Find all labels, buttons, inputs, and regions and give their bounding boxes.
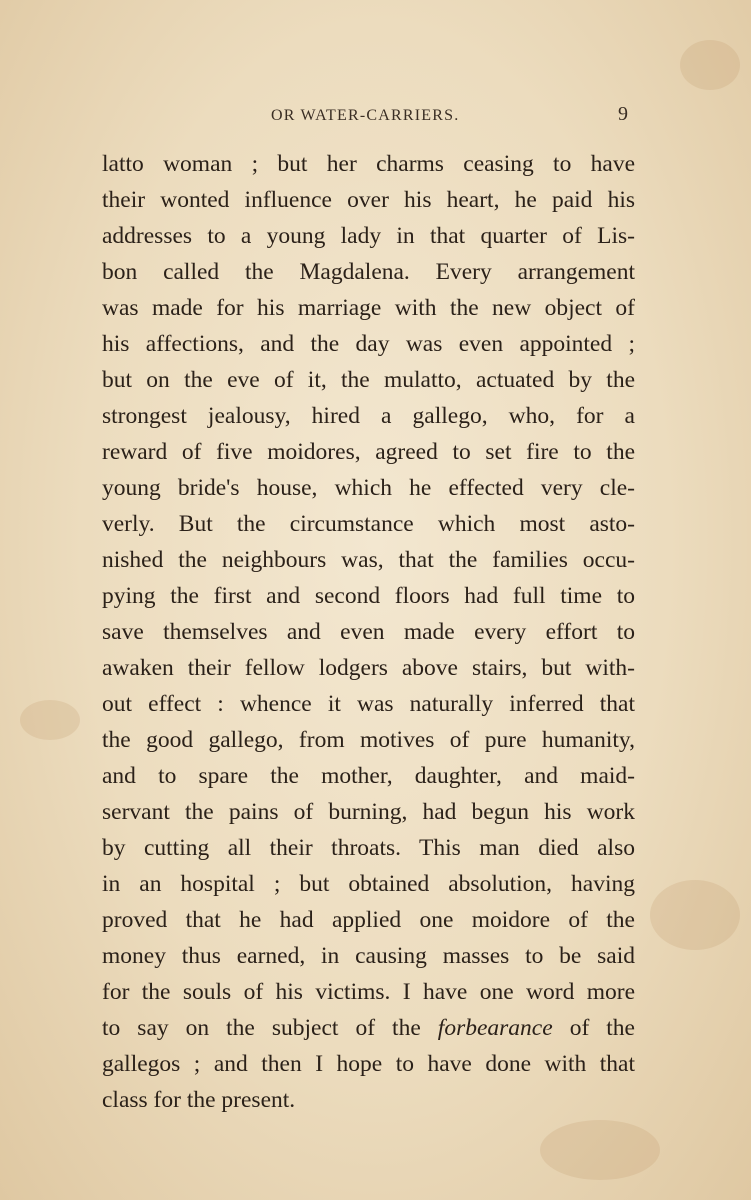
text-line: the good gallego, from motives of pure humanity, — [102, 727, 635, 753]
italic-word: forbearance — [437, 1015, 553, 1041]
text-line: proved that he had applied one moidore of the — [102, 907, 635, 933]
text-line: strongest jealousy, hired a gallego, who, for a — [102, 403, 635, 429]
foxing-stain — [20, 700, 80, 740]
text-line: by cutting all their throats. This man died also — [102, 835, 635, 861]
running-head: OR WATER-CARRIERS. — [271, 107, 460, 124]
text-segment: of the — [552, 1015, 635, 1041]
text-line: out effect : whence it was naturally inferred that — [102, 691, 635, 717]
text-line: in an hospital ; but obtained absolution, having — [102, 871, 635, 897]
text-line: reward of five moidores, agreed to set fire to the — [102, 439, 635, 465]
foxing-stain — [540, 1120, 660, 1180]
text-line: for the souls of his victims. I have one word more — [102, 979, 635, 1005]
text-line: money thus earned, in causing masses to be said — [102, 943, 635, 969]
text-line: awaken their fellow lodgers above stairs, but with- — [102, 655, 635, 681]
text-line: was made for his marriage with the new object of — [102, 295, 635, 321]
text-line-last: class for the present. — [102, 1087, 296, 1113]
foxing-stain — [650, 880, 740, 950]
text-line: gallegos ; and then I hope to have done with that — [102, 1051, 635, 1077]
text-line: addresses to a young lady in that quarter of Lis- — [102, 223, 635, 249]
text-line: save themselves and even made every effort to — [102, 619, 635, 645]
text-line: bon called the Magdalena. Every arrangement — [102, 259, 635, 285]
foxing-stain — [680, 40, 740, 90]
text-line: his affections, and the day was even appointed ; — [102, 331, 635, 357]
text-line: verly. But the circumstance which most asto- — [102, 511, 635, 537]
page-header — [0, 103, 751, 129]
body-text — [102, 146, 635, 1118]
text-segment: to say on the subject of the — [102, 1015, 438, 1041]
page-number: 9 — [618, 103, 628, 125]
text-line-with-italic — [102, 1010, 635, 1046]
text-line: pying the first and second floors had full time to — [102, 583, 635, 609]
text-line: their wonted influence over his heart, he paid his — [102, 187, 635, 213]
text-line: but on the eve of it, the mulatto, actuated by the — [102, 367, 635, 393]
text-line: latto woman ; but her charms ceasing to have — [102, 151, 635, 177]
text-line: young bride's house, which he effected very cle- — [102, 475, 635, 501]
text-line: servant the pains of burning, had begun his work — [102, 799, 635, 825]
text-line: and to spare the mother, daughter, and maid- — [102, 763, 635, 789]
text-line: nished the neighbours was, that the families occu- — [102, 547, 635, 573]
